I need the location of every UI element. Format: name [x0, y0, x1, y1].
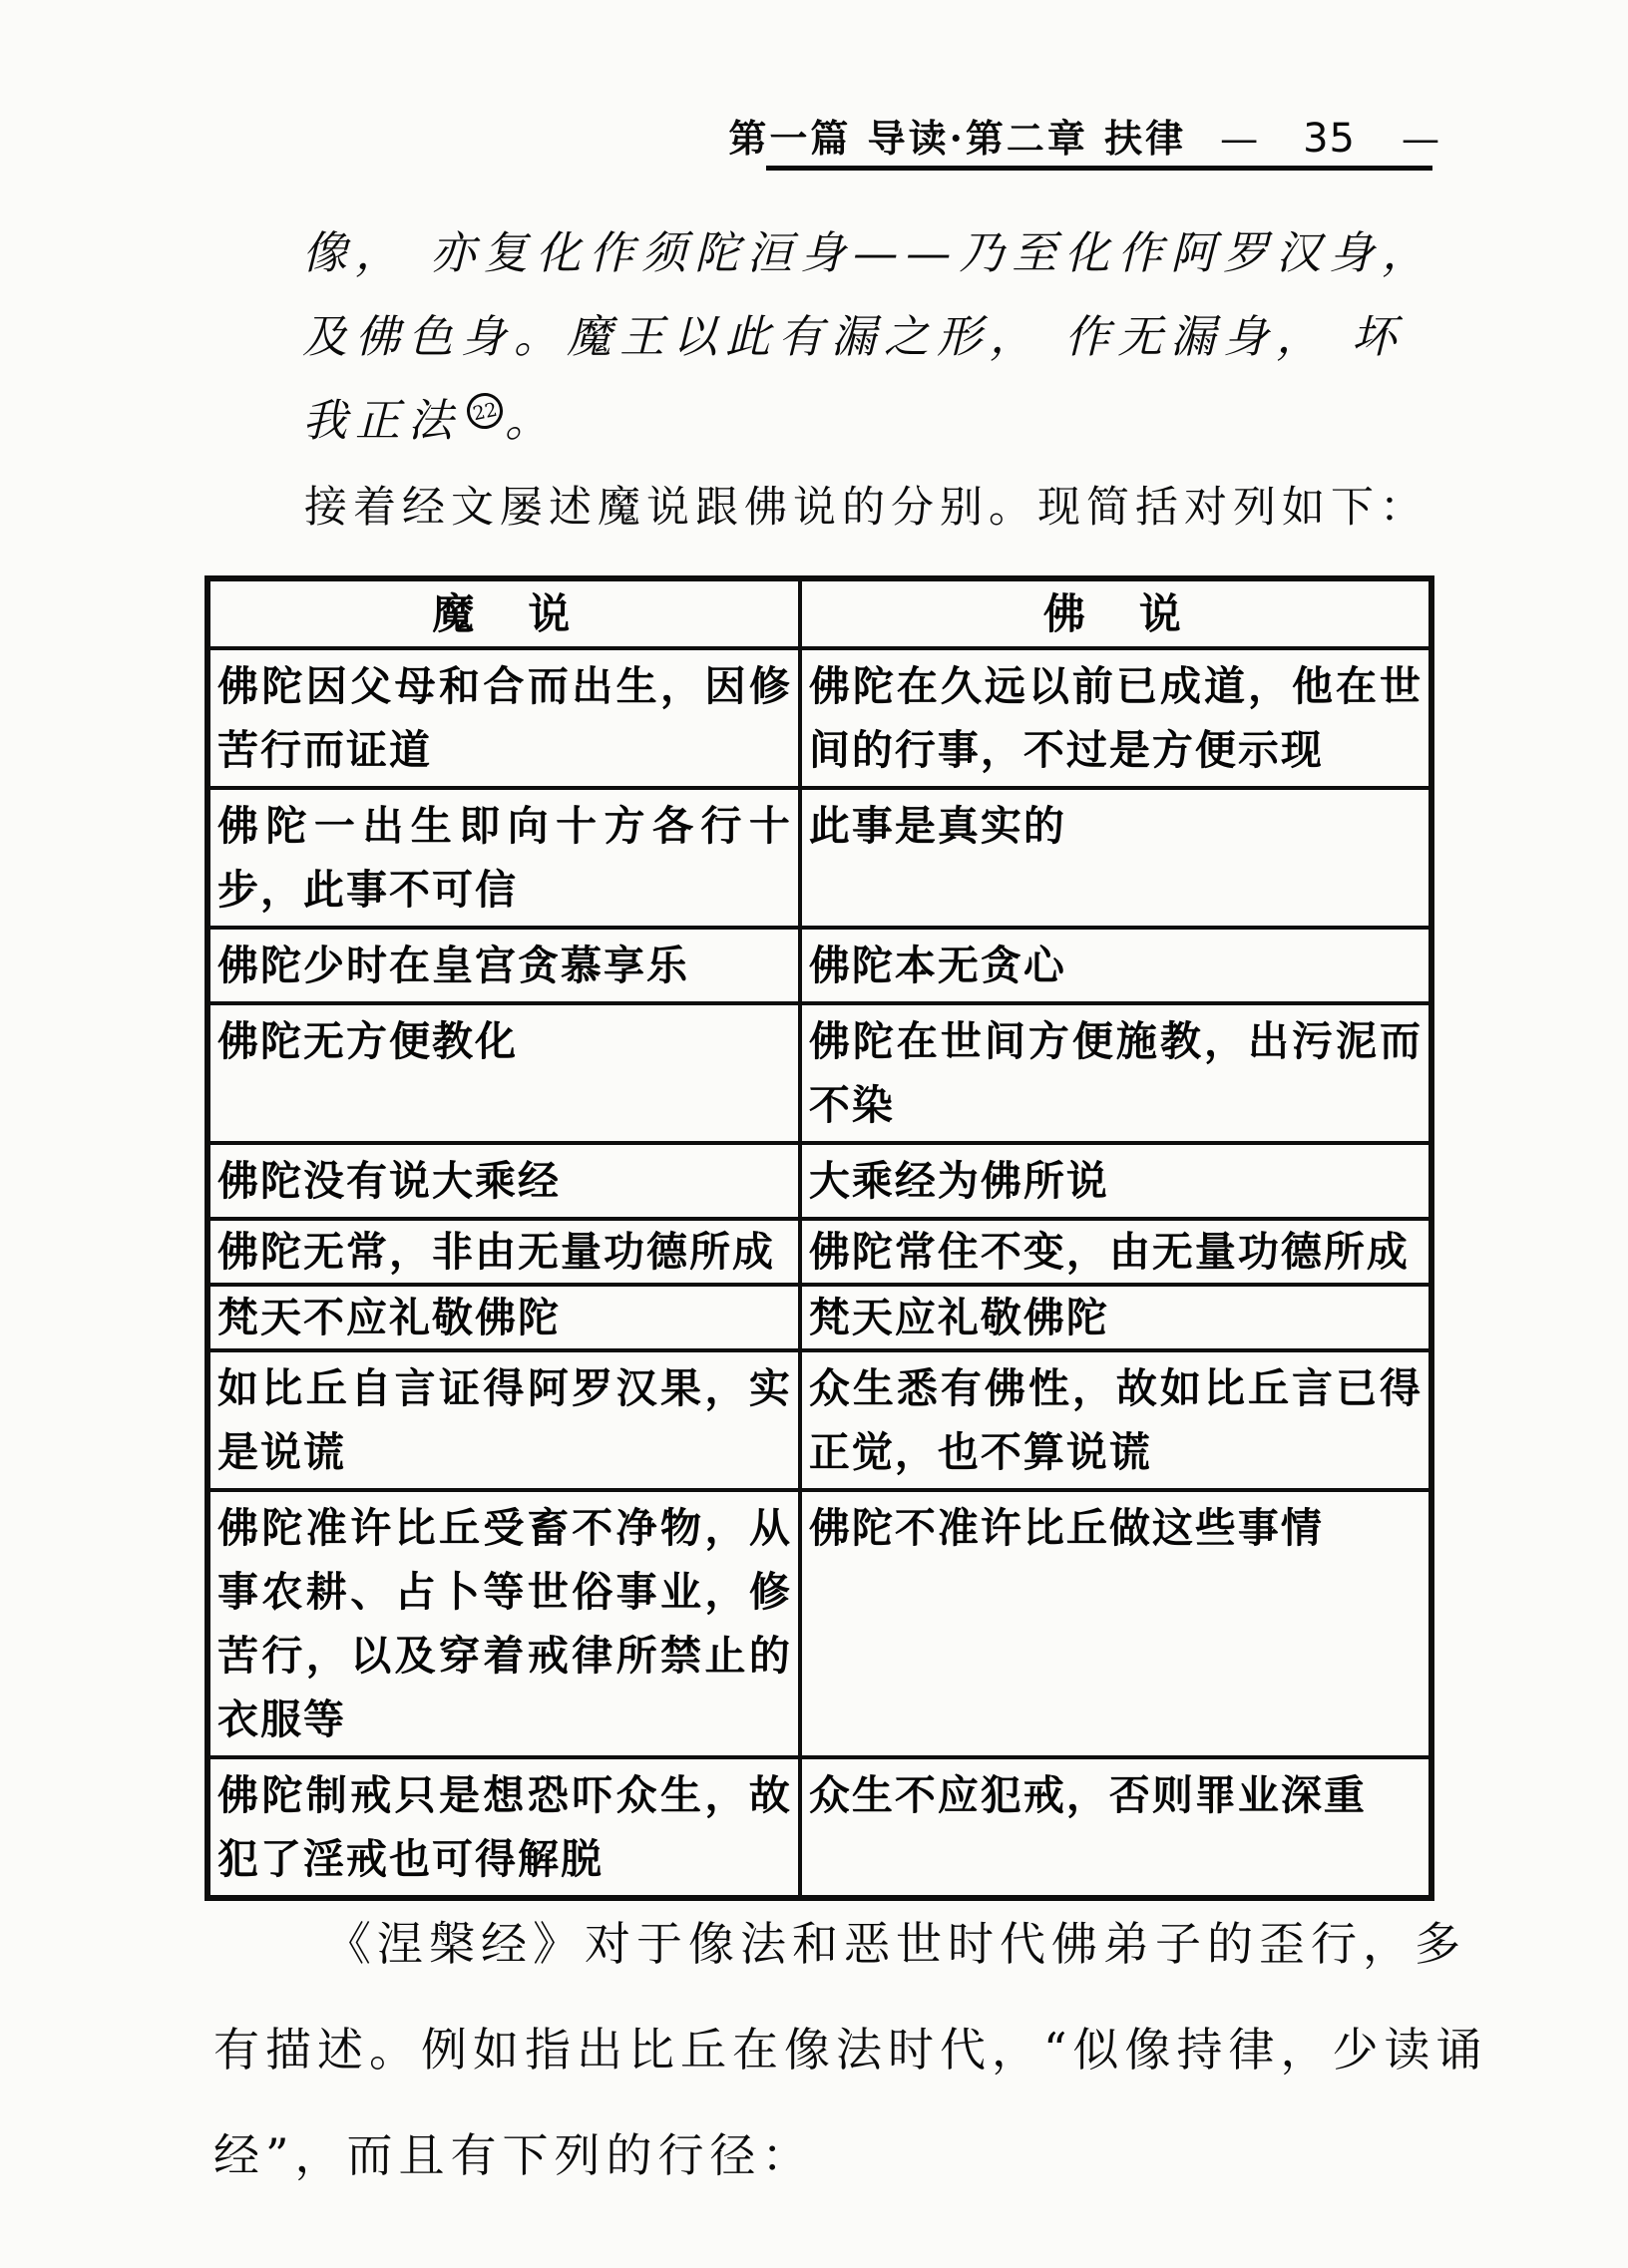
footnote-ref-badge: 22: [464, 390, 507, 433]
running-head: 第一篇 导读·第二章 扶律: [728, 116, 1187, 161]
table-row: [207, 788, 1431, 928]
header-dash-left: —: [1220, 117, 1262, 161]
table-row: [207, 1285, 1431, 1350]
mara-cell: 佛陀制戒只是想恐吓众生，故犯了淫戒也可得解脱: [207, 1757, 800, 1898]
mara-vs-buddha-table: [204, 575, 1434, 1901]
quote-line: [302, 379, 1479, 463]
column-header-buddha: 佛 说: [800, 578, 1431, 648]
quote-period: 。: [505, 394, 559, 447]
table-row: [207, 1219, 1431, 1285]
table-row: [207, 648, 1431, 788]
mara-cell: 佛陀少时在皇宫贪慕享乐: [207, 928, 800, 1003]
buddha-cell: 梵天应礼敬佛陀: [800, 1285, 1431, 1350]
intro-paragraph: 接着经文屡述魔说跟佛说的分别。现简括对列如下：: [304, 483, 1428, 533]
column-header-mara: 魔 说: [207, 578, 800, 648]
mara-cell: 佛陀无方便教化: [207, 1003, 800, 1143]
buddha-cell: 众生不应犯戒，否则罪业深重: [800, 1757, 1431, 1898]
quote-text: 我正法: [302, 394, 462, 447]
buddha-cell: 佛陀在世间方便施教，出污泥而不染: [800, 1003, 1431, 1143]
quote-line: 及佛色身。魔王以此有漏之形， 作无漏身， 坏: [302, 310, 1405, 363]
table-header-row: [207, 578, 1431, 648]
buddha-cell: 佛陀常住不变，由无量功德所成: [800, 1219, 1431, 1285]
mara-cell: 如比丘自言证得阿罗汉果，实是说谎: [207, 1350, 800, 1490]
mara-cell: 佛陀一出生即向十方各行十步，此事不可信: [207, 788, 800, 928]
closing-line: 《涅槃经》对于像法和恶世时代佛弟子的歪行，多: [325, 1917, 1466, 1971]
buddha-cell: 佛陀不准许比丘做这些事情: [800, 1490, 1431, 1757]
mara-cell: 佛陀没有说大乘经: [207, 1143, 800, 1219]
closing-line: 经”，而且有下列的行径：: [213, 2128, 814, 2182]
buddha-cell: 佛陀本无贪心: [800, 928, 1431, 1003]
table-row: [207, 928, 1431, 1003]
mara-cell: 佛陀无常，非由无量功德所成: [207, 1219, 800, 1285]
closing-line: 有描述。例如指出比丘在像法时代，“似像持律，少读诵: [213, 2023, 1488, 2077]
buddha-cell: 此事是真实的: [800, 788, 1431, 928]
table-row: [207, 1490, 1431, 1757]
page-number: 35: [1303, 116, 1356, 162]
mara-cell: 佛陀因父母和合而出生，因修苦行而证道: [207, 648, 800, 788]
buddha-cell: 佛陀在久远以前已成道，他在世间的行事，不过是方便示现: [800, 648, 1431, 788]
mara-cell: 梵天不应礼敬佛陀: [207, 1285, 800, 1350]
buddha-cell: 大乘经为佛所说: [800, 1143, 1431, 1219]
table-row: [207, 1757, 1431, 1898]
page-header: [728, 108, 1442, 163]
mara-cell: 佛陀准许比丘受畜不净物，从事农耕、占卜等世俗事业，修苦行，以及穿着戒律所禁止的衣服等: [207, 1490, 800, 1757]
buddha-cell: 众生悉有佛性，故如比丘言已得正觉，也不算说谎: [800, 1350, 1431, 1490]
quote-line: 像， 亦复化作须陀洹身——乃至化作阿罗汉身，: [302, 226, 1435, 279]
scripture-quote: [302, 211, 1479, 463]
table-row: [207, 1003, 1431, 1143]
header-dash-right: —: [1402, 117, 1442, 161]
table-row: [207, 1143, 1431, 1219]
closing-paragraph: [213, 1891, 1488, 2208]
table-row: [207, 1350, 1431, 1490]
header-rule: [766, 166, 1432, 171]
